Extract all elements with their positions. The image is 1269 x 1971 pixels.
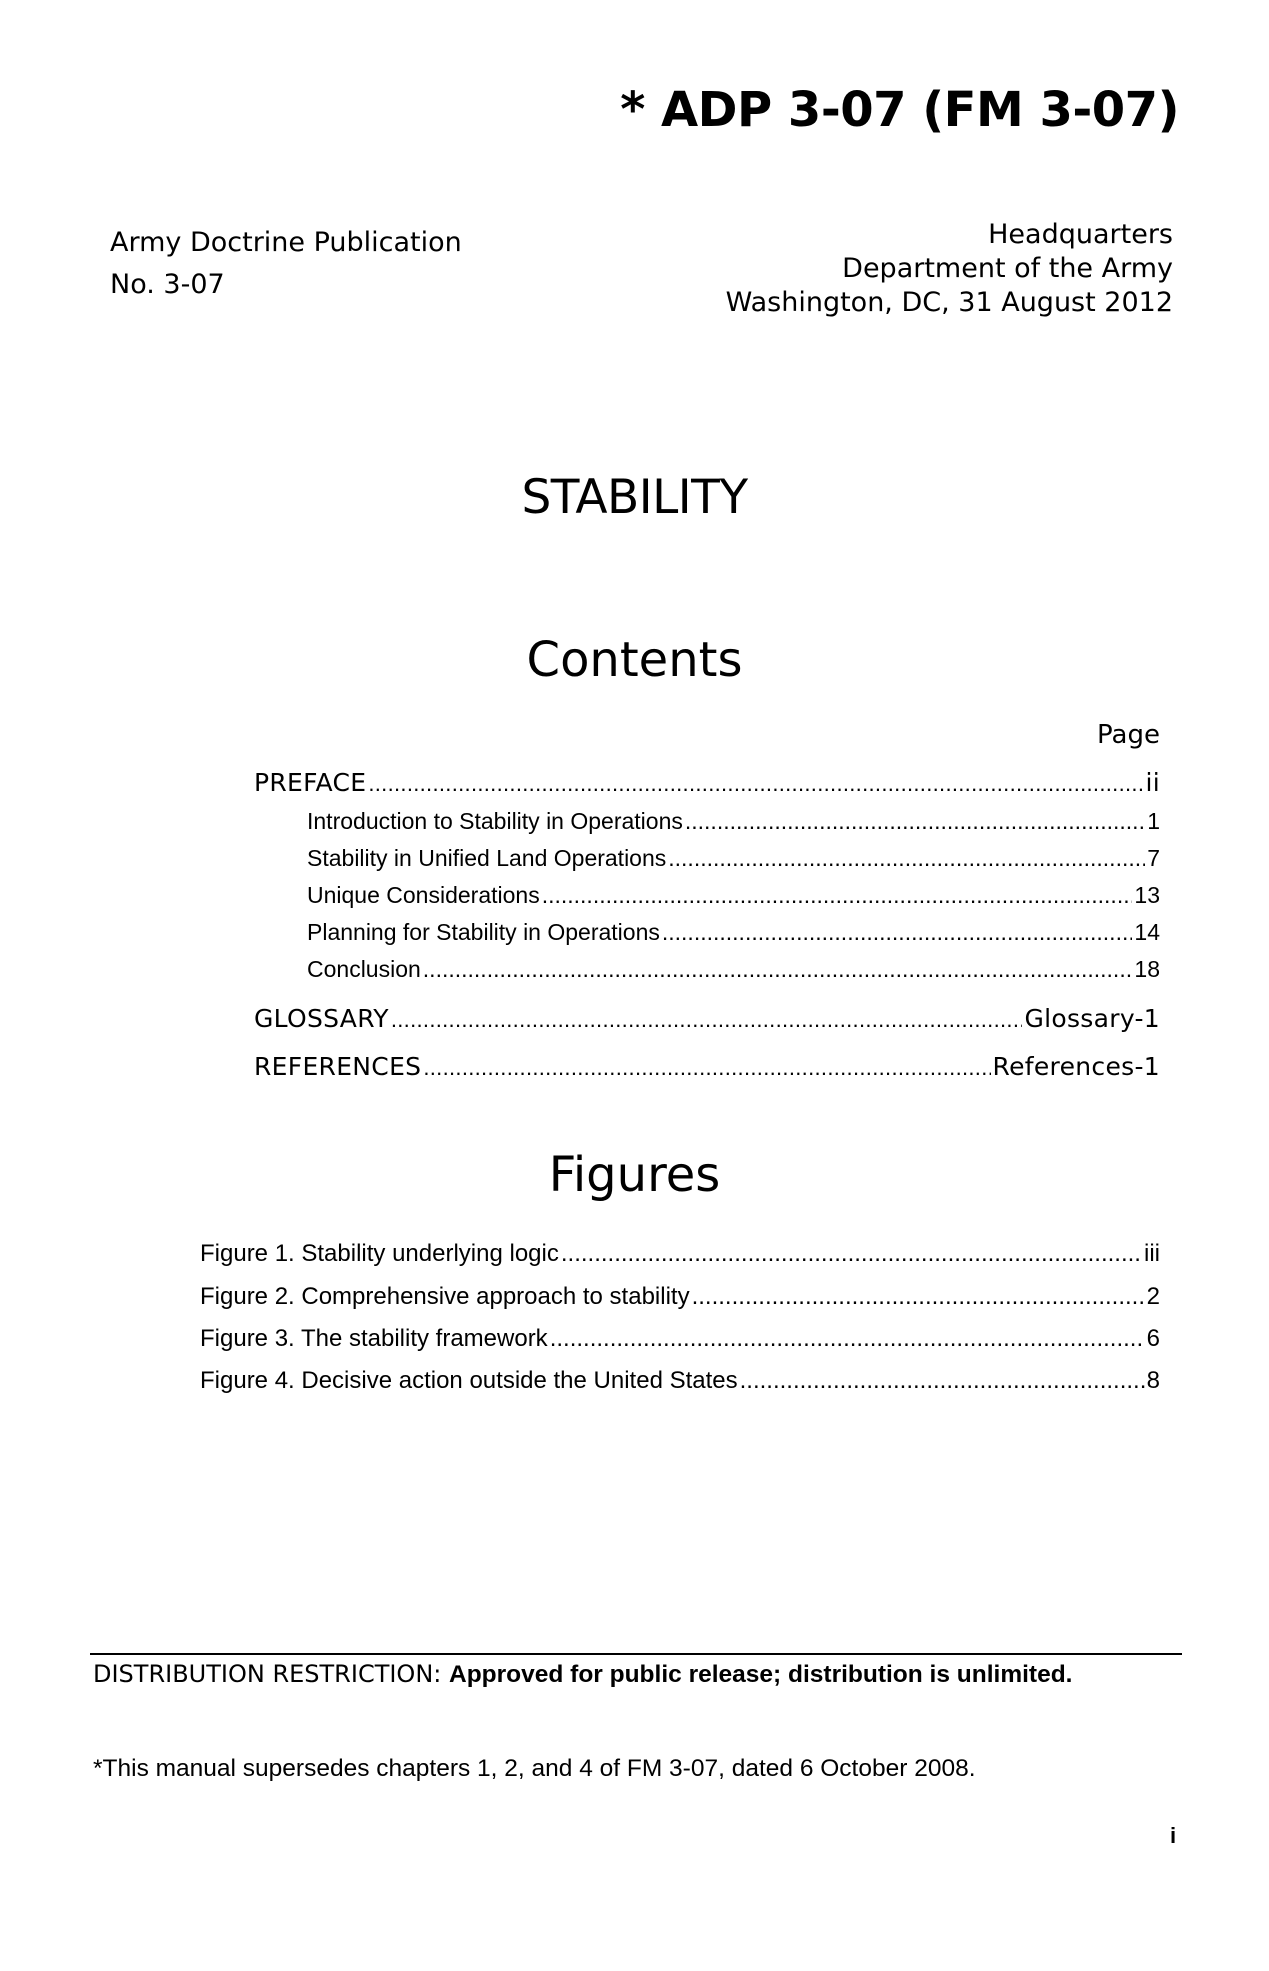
toc-entry-page: 7	[1147, 845, 1160, 871]
toc-entry-page: ii	[1145, 768, 1160, 797]
hq-department: Department of the Army	[842, 253, 1173, 284]
figure-entry[interactable]	[200, 1240, 1160, 1268]
distribution-label: DISTRIBUTION RESTRICTION:	[93, 1660, 442, 1688]
headquarters-block	[726, 218, 1173, 320]
toc-entry[interactable]	[307, 808, 1160, 835]
dot-leader	[740, 1367, 1145, 1395]
dot-leader	[668, 845, 1145, 872]
toc-entry-label: Introduction to Stability in Operations	[307, 808, 683, 834]
dot-leader	[423, 956, 1133, 983]
figure-entry-page: iii	[1144, 1240, 1160, 1267]
dot-leader	[423, 1055, 990, 1081]
toc-entry-glossary[interactable]	[254, 1004, 1160, 1033]
toc-entry-page: 13	[1134, 882, 1160, 908]
toc-entry-label: Conclusion	[307, 956, 421, 982]
dot-leader	[391, 1007, 1023, 1033]
toc-entry-page: 18	[1134, 956, 1160, 982]
figure-entry[interactable]	[200, 1325, 1160, 1353]
figure-entry[interactable]	[200, 1283, 1160, 1311]
figure-entry-label: Figure 2. Comprehensive approach to stability	[200, 1283, 690, 1310]
hq-location-date: Washington, DC, 31 August 2012	[725, 287, 1173, 318]
toc-entry-references[interactable]	[254, 1052, 1160, 1081]
dot-leader	[692, 1283, 1145, 1311]
distribution-text: Approved for public release; distribution is unlimited.	[449, 1661, 1073, 1688]
figure-entry-label: Figure 3. The stability framework	[200, 1325, 548, 1352]
page-number: i	[1170, 1823, 1177, 1848]
figure-entry-label: Figure 4. Decisive action outside the United States	[200, 1367, 738, 1394]
hq-name: Headquarters	[988, 219, 1173, 250]
toc-entry-label: Planning for Stability in Operations	[307, 919, 660, 945]
figure-entry-page: 2	[1146, 1283, 1160, 1310]
toc-entry-label: Unique Considerations	[307, 882, 540, 908]
figure-entry-page: 6	[1146, 1325, 1160, 1352]
toc-entry[interactable]	[307, 919, 1160, 946]
toc-entry-label: Stability in Unified Land Operations	[307, 845, 667, 871]
footer-rule	[90, 1653, 1182, 1655]
toc-entry-preface[interactable]	[254, 768, 1160, 797]
toc-entry-page: 1	[1147, 808, 1160, 834]
dot-leader	[561, 1240, 1142, 1268]
toc-entry[interactable]	[307, 845, 1160, 872]
dot-leader	[368, 771, 1143, 797]
toc-entry-page: References-1	[992, 1052, 1160, 1081]
publication-number: No. 3-07	[110, 269, 225, 300]
toc-entry-label: PREFACE	[254, 768, 367, 797]
document-id: * ADP 3-07 (FM 3-07)	[620, 82, 1179, 138]
contents-heading: Contents	[526, 632, 743, 688]
figure-entry-label: Figure 1. Stability underlying logic	[200, 1240, 559, 1267]
figure-entry[interactable]	[200, 1367, 1160, 1395]
publication-block	[110, 222, 462, 306]
publication-name: Army Doctrine Publication	[110, 227, 462, 258]
dot-leader	[662, 919, 1133, 946]
figures-heading: Figures	[548, 1147, 721, 1203]
dot-leader	[542, 882, 1133, 909]
dot-leader	[685, 808, 1145, 835]
distribution-restriction	[93, 1660, 1072, 1689]
toc-entry-page: Glossary-1	[1024, 1004, 1160, 1033]
figure-entry-page: 8	[1146, 1367, 1160, 1394]
supersedes-note: *This manual supersedes chapters 1, 2, and 4 of FM 3-07, dated 6 October 2008.	[93, 1755, 976, 1782]
dot-leader	[550, 1325, 1145, 1353]
toc-entry[interactable]	[307, 882, 1160, 909]
page-column-label: Page	[1097, 720, 1160, 750]
toc-entry-label: GLOSSARY	[254, 1004, 389, 1033]
toc-entry-label: REFERENCES	[254, 1052, 422, 1081]
page-title: STABILITY	[521, 470, 748, 525]
toc-entry[interactable]	[307, 956, 1160, 983]
toc-entry-page: 14	[1134, 919, 1160, 945]
